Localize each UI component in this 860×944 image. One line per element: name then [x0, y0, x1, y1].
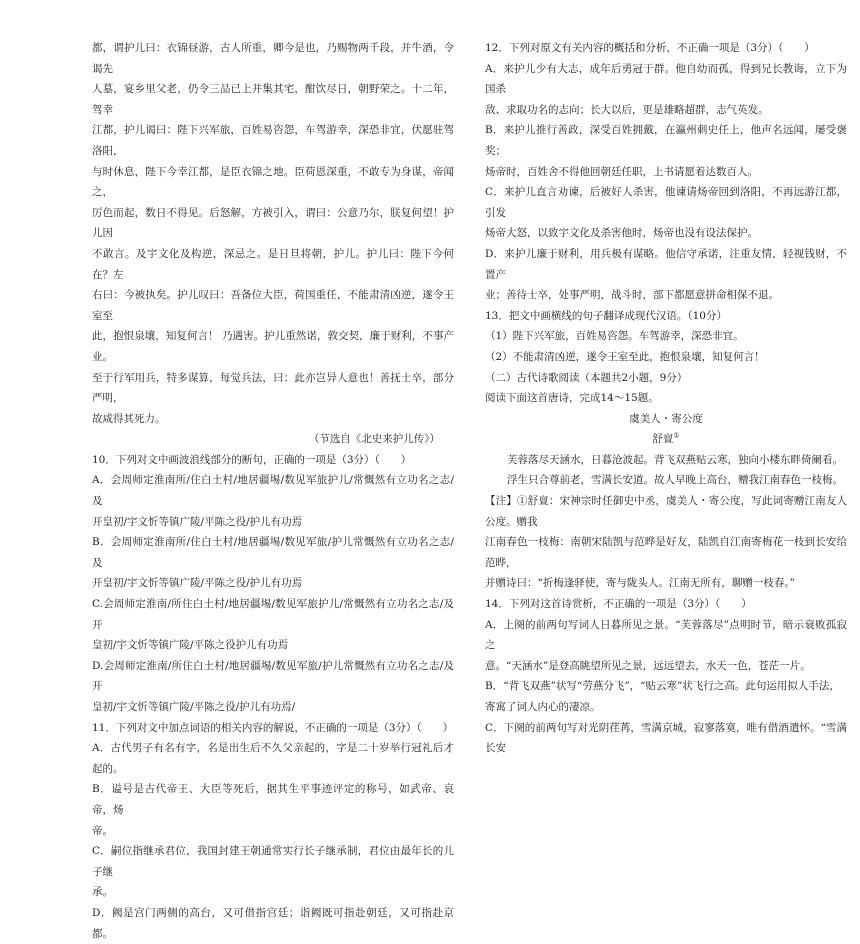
passage-line: 人墓，宴乡里父老，仍令三品已上并集其宅，酣饮尽日，朝野荣之。十二年，驾幸	[92, 83, 454, 116]
passage-line: 厉色而起，数日不得见。后怒解，方被引入，谓曰：公意乃尔，朕复何望！护儿因	[92, 206, 454, 240]
question-12-option-b-cont: 炀帝时，百姓舍不得他回朝廷任职，上书请愿着达数百人。	[485, 165, 758, 178]
passage-line: 都，谓护儿曰：衣锦昼游，古人所重，卿今是也，乃赐物两千段，并牛酒，令谒先	[92, 42, 454, 75]
question-12-option-d: D．来护儿廉于财利，用兵极有谋略。他信守承诺，注重友情，轻视钱财，不置产	[485, 247, 847, 281]
question-10-option-a-cont: 开皇初/宇文忻等镇广陵/平陈之役/护儿有功焉	[92, 515, 303, 528]
right-column	[485, 38, 847, 759]
question-14-option-a: A．上阕的前两句写词人日暮所见之景。“芙蓉落尽”点明时节，暗示衰败孤寂之	[485, 618, 847, 652]
poem-note-line: 【注】①舒亶：宋神宗时任御史中丞，虞美人・寄公度，写此词寄赠江南友人公度。赠我	[485, 495, 847, 528]
question-12-option-b: B．来护儿推行善政，深受百姓拥戴，在瀛州刺史任上，他声名远闻，屡受褒奖；	[485, 124, 847, 157]
question-14-option-b: B．“背飞双燕”状写“劳燕分飞”，“贴云寒”状飞行之高。此句运用拟人手法，	[485, 680, 840, 693]
question-10-option-d-cont: 皇初/宇文忻等镇广陵/平陈之役/护儿有功焉/	[92, 701, 296, 713]
passage-line: 此，抱恨泉壤，知复何言！ 乃遇害。护儿重然诺，敦交契，廉于财利，不事产业。	[92, 330, 454, 363]
poem-author: 舒亶①	[652, 431, 680, 446]
question-14-option-a-cont: 意。“天涵水”是登高眺望所见之景，远远望去，水天一色，苍茫一片。	[485, 659, 811, 672]
poem-line: 芙蓉落尽天涵水，日暮沧波起。背飞双燕贴云寒，独向小楼东畔倚阑看。	[507, 453, 844, 466]
question-11-stem: 11．下列对文中加点词语的相关内容的解说，不正确的一项是（3分）（ ）	[92, 721, 454, 734]
passage-line: 不敢言。及宇文化及构逆，深忌之。是日旦将朝，护儿。护儿曰：陛下今何在？左	[92, 247, 454, 281]
question-12-option-a-cont: 敌、求取功名的志向；长大以后，更是雄略超群，志气英发。	[485, 103, 769, 116]
question-10-stem: 10．下列对文中画波浪线部分的断句，正确的一项是（3分）（ ）	[92, 453, 412, 466]
question-14-option-b-cont: 寄寓了词人内心的凄凉。	[485, 701, 601, 713]
poem-author-note-mark: ①	[673, 431, 680, 440]
passage-line: 右曰：今被执矣。护儿叹曰：吾备位大臣，荷国重任，不能肃清凶逆，遂令王室至	[92, 289, 454, 322]
question-11-option-b: B．谥号是古代帝王、大臣等死后，据其生平事迹评定的称号，如武帝、哀帝，炀	[92, 783, 454, 816]
question-13-stem: 13．把文中画横线的句子翻译成现代汉语。（10分）	[485, 309, 727, 322]
question-10-option-a: A．会周师定淮南所/住白土村/地居疆埸/数见军旅护儿/常慨然有立功名之志/ 及	[92, 474, 454, 508]
question-11-option-c: C．嗣位指继承君位，我国封建王朝通常实行长子继承制，君位由最年长的儿子继	[92, 845, 454, 878]
question-13-item: （1）陛下兴军旅，百姓易咨怨。车驾游幸，深恐非宜。	[485, 330, 744, 343]
question-12-option-c-cont: 炀帝大怒，以致宇文化及杀害他时，炀帝也没有设法保护。	[485, 227, 758, 240]
question-12-option-a: A．来护儿少有大志，成年后勇冠于群。他自幼而孤，得到兄长教诲，立下为国杀	[485, 62, 847, 96]
question-11-option-b-cont: 帝。	[92, 824, 113, 837]
question-10-option-c-cont: 皇初/宇文忻等镇广陵/平陈之役护儿有功焉	[92, 639, 289, 652]
poem-note-line: 江南春色一枝梅：南朝宋陆凯与范晔是好友，陆凯自江南寄梅花一枝到长安给范晔，	[485, 536, 847, 569]
question-13-item: （2）不能肃清凶逆，遂令王室至此，抱恨泉壤，知复何言！	[485, 350, 765, 363]
question-10-option-b: B．会周师定淮南所/住白土村/地居疆埸/数见军旅/护儿常慨然有立功名之志/ 及	[92, 536, 454, 569]
section-heading: （二）古代诗歌阅读（本题共2小题，9分）	[485, 371, 688, 384]
reading-instruction: 阅读下面这首唐诗，完成14～15题。	[485, 392, 659, 405]
question-14-stem: 14．下列对这首诗赏析，不正确的一项是（3分）（ ）	[485, 598, 752, 611]
question-12-stem: 12．下列对原文有关内容的概括和分析，不正确一项是（3分）（ ）	[485, 42, 815, 54]
question-10-option-b-cont: 开皇初/宇文忻等镇广陵/平陈之役/护儿有功焉	[92, 577, 303, 590]
question-10-option-d: D.会周师定淮南/所住白土村/地居疆埸/数见军旅/护儿常慨然有立功名之志/及开	[92, 659, 454, 693]
passage-source: （节选自《北史来护儿传》）	[308, 433, 440, 446]
passage-line: 至于行军用兵，特多谋算，每觉兵法，曰：此亦岂异人意也！善抚士卒，部分严明，	[92, 371, 454, 405]
question-14-option-c: C．下阕的前两句写对光阴荏苒，雪满京城，寂寥落寞，唯有借酒遣怀。“雪满长安	[485, 721, 847, 755]
poem-line: 浮生只合尊前老，雪满长安道。故人早晚上高台，赠我江南春色一枝梅。	[507, 474, 844, 487]
passage-line: 故咸得其死力。	[92, 412, 166, 425]
question-12-option-d-cont: 业；善待士卒，处事严明，战斗时，部下都愿意拼命相保不退。	[485, 289, 779, 302]
question-10-option-c: C.会周师定淮南/所住白土村/地居疆埸/数见军旅护儿/常慨然有立功名之志/及开	[92, 598, 454, 631]
poem-title: 虞美人・寄公度	[629, 412, 703, 425]
question-11-option-a: A．古代男子有名有字，名是出生后不久父亲起的，字是二十岁举行冠礼后才起的。	[92, 742, 454, 775]
left-column	[92, 38, 454, 944]
question-12-option-c: C．来护儿直言劝谏，后被好人杀害，他谏请炀帝回到洛阳，不再远游江都，引发	[485, 186, 847, 219]
poem-note-line: 并赠诗曰：“折梅逢驿使，寄与陇头人。江南无所有，聊赠一枝春。”	[485, 577, 795, 590]
question-11-option-c-cont: 承。	[92, 886, 113, 899]
passage-line: 与时休息，陛下今幸江都，是臣衣锦之地。臣荷恩深重，不敢专为身谋，帝闻之，	[92, 165, 454, 199]
passage-line: 江都，护儿谒曰：陛下兴军旅，百姓易咨怨，车驾游幸，深恐非宜，伏愿驻驾洛阳，	[92, 124, 454, 157]
question-11-option-d: D．阙是宫门两侧的高台，又可借指宫廷；诣阙既可指赴朝廷，又可指赴京都。	[92, 906, 454, 940]
